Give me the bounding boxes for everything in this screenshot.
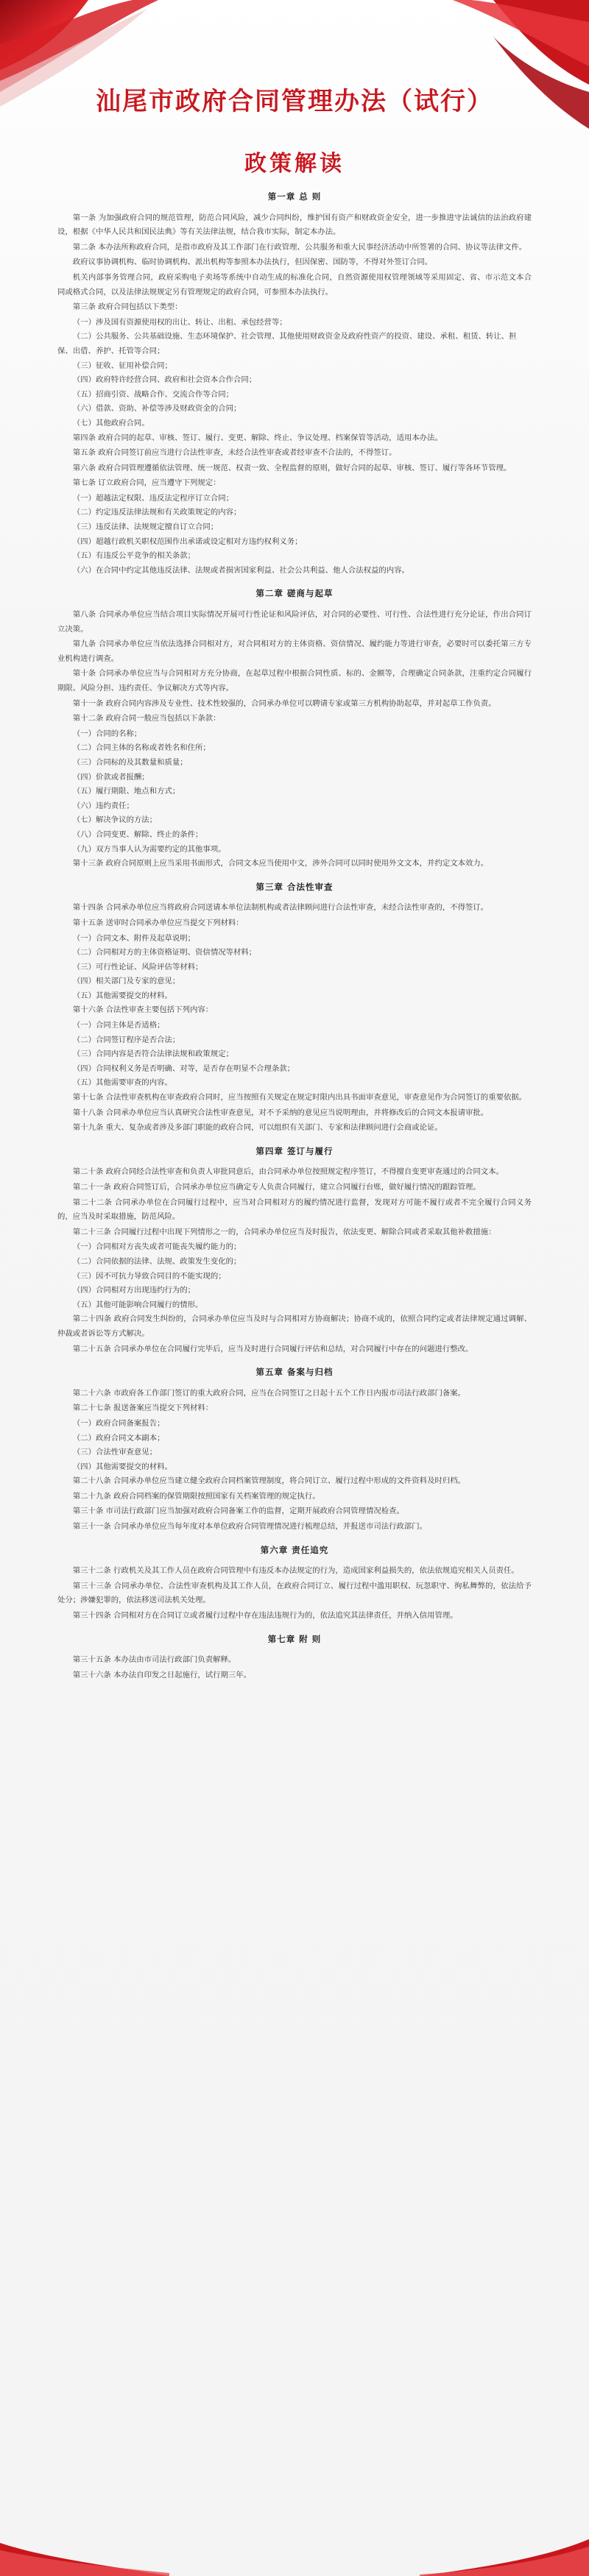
chapter-heading: 第六章 责任追究 <box>260 1544 329 1555</box>
list-item: （二）约定违反法律法规和有关政策规定的内容； <box>72 508 241 517</box>
list-item: （五）履行期限、地点和方式； <box>72 787 180 796</box>
list-item: （四）合同权利义务是否明确、对等，是否存在明显不合理条款； <box>72 1064 295 1073</box>
list-item: （三）违反法律、法规规定擅自订立合同； <box>72 523 219 532</box>
chapter-heading: 第三章 合法性审查 <box>255 881 334 892</box>
article: 第二十条 政府合同经合法性审查和负责人审批同意后，由合同承办单位按照规定程序签订，不得擅自变更审查通过的合同文本。 <box>72 1167 504 1177</box>
list-item: （二）政府合同文本副本； <box>72 1433 165 1443</box>
list-item: （五）其他需要提交的材料。 <box>72 991 172 1000</box>
decorative-ribbon-bottom-right <box>420 2524 589 2576</box>
list-item: （三）可行性论证、风险评估等材料； <box>72 962 203 972</box>
list-item: （五）有违反公平竞争的相关条款； <box>72 551 196 561</box>
article: 第十七条 合法性审查机构在审查政府合同时，应当按照有关规定在规定时限内出具书面审查意见，审查意见作为合同签订的重要依据。 <box>72 1093 527 1103</box>
list-item: （五）其他需要审查的内容。 <box>72 1078 172 1088</box>
article: 第五条 政府合同签订前应当进行合法性审查，未经合法性审查或者经审查不合法的，不得签订。 <box>72 448 397 458</box>
list-item: （一）合同文本、附件及起草说明； <box>72 933 196 943</box>
article: 第三十四条 合同相对方在合同订立或者履行过程中存在违法违规行为的，依法追究其法律责任，并纳入信用管理。 <box>72 1611 458 1621</box>
article: 第二十六条 市政府各工作部门签订的重大政府合同，应当在合同签订之日起十五个工作日内报市司法行政部门备案。 <box>72 1388 466 1398</box>
article: 第二十九条 政府合同档案的保管期限按照国家有关档案管理的规定执行。 <box>72 1491 320 1501</box>
list-item: （六）借款、资助、补偿等涉及财政资金的合同； <box>72 404 241 414</box>
decorative-ribbon-bottom-left <box>0 2524 169 2576</box>
list-item: （八）合同变更、解除、终止的条件； <box>72 829 203 839</box>
article: 第十一条 政府合同内容涉及专业性、技术性较强的，合同承办单位可以聘请专家或第三方机构协助起草，并对起草工作负责。 <box>72 698 496 708</box>
article: 第三十三条 合同承办单位、合法性审查机构及其工作人员，在政府合同订立、履行过程中滥用职权、玩忽职守、徇私舞弊的，依法给予处分；涉嫌犯罪的，依法移送司法机关处理。 <box>57 1581 532 1605</box>
article: 第十五条 送审时合同承办单位应当提交下列材料： <box>72 918 244 927</box>
list-item: （一）合同主体是否适格； <box>72 1021 165 1030</box>
article: 第十二条 政府合同一般应当包括以下条款： <box>72 714 221 723</box>
document-body <box>57 190 532 1683</box>
chapter-heading: 第四章 签订与履行 <box>255 1145 334 1156</box>
article: 第八条 合同承办单位应当结合项目实际情况开展可行性论证和风险评估，对合同的必要性、可行性、合法性进行充分论证，作出合同订立决策。 <box>57 610 532 634</box>
article: 第二十一条 政府合同签订后，合同承办单位应当确定专人负责合同履行，建立合同履行台账，做好履行情况的跟踪管理。 <box>72 1183 481 1192</box>
list-item: （七）解决争议的方法； <box>72 815 158 825</box>
chapter-heading: 第一章 总 则 <box>267 191 322 202</box>
article: 第十三条 政府合同原则上应当采用书面形式，合同文本应当使用中文，涉外合同可以同时使用外文文本，并约定文本效力。 <box>72 859 489 868</box>
list-item: （三）合同内容是否符合法律法规和政策规定； <box>72 1050 233 1059</box>
list-item: （四）其他需要提交的材料。 <box>72 1462 172 1471</box>
list-item: （二）合同相对方的主体资格证明、资信情况等材料； <box>72 948 257 958</box>
article: 第二十四条 政府合同发生纠纷的，合同承办单位应当及时与合同相对方协商解决；协商不成的，依照合同约定或者法律规定通过调解、仲裁或者诉讼等方式解决。 <box>57 1314 532 1338</box>
list-item: （三）征收、征用补偿合同； <box>72 361 172 370</box>
list-item: （一）合同相对方丧失或者可能丧失履约能力的； <box>72 1242 241 1252</box>
chapter-heading: 第五章 备案与归档 <box>255 1367 334 1378</box>
list-item: （一）超越法定权限、违反法定程序订立合同； <box>72 493 233 503</box>
chapter-heading: 第二章 磋商与起草 <box>255 588 334 599</box>
list-item: （一）政府合同备案报告； <box>72 1418 165 1428</box>
list-item: （四）合同相对方出现违约行为的； <box>72 1286 196 1295</box>
article: 第十条 合同承办单位应当与合同相对方充分协商，在起草过程中根据合同性质、标的、金额等，合理确定合同条款，注重约定合同履行期限、风险分担、违约责任、争议解决方式等内容。 <box>57 669 532 693</box>
list-item: （三）合法性审查意见； <box>72 1448 158 1457</box>
article: 第四条 政府合同的起草、审核、签订、履行、变更、解除、终止、争议处理、档案保管等活动，适用本办法。 <box>72 433 442 442</box>
article: 第二十三条 合同履行过程中出现下列情形之一的，合同承办单位应当及时报告，依法变更、解除合同或者采取其他补救措施： <box>72 1227 496 1236</box>
header <box>0 81 589 177</box>
article: 第十九条 重大、复杂或者涉及多部门职能的政府合同，可以组织有关部门、专家和法律顾问进行会商或论证。 <box>72 1123 442 1133</box>
article: 第十八条 合同承办单位应当认真研究合法性审查意见，对不予采纳的意见应当说明理由，并将修改后的合同文本报请审批。 <box>72 1108 489 1117</box>
article: 第二十七条 报送备案应当提交下列材料： <box>72 1404 214 1413</box>
article: 第十四条 合同承办单位应当将政府合同送请本单位法制机构或者法律顾问进行合法性审查，未经合法性审查的，不得签订。 <box>72 903 489 913</box>
list-item: （二）合同主体的名称或者姓名和住所； <box>72 743 211 753</box>
article: 第三条 政府合同包括以下类型： <box>72 302 183 312</box>
list-item: （五）招商引资、战略合作、交流合作等合同； <box>72 389 233 399</box>
article: 第三十条 市司法行政部门应当加强对政府合同备案工作的监督，定期开展政府合同管理情况检查。 <box>72 1507 404 1516</box>
list-item: （一）涉及国有资源使用权的出让、转让、出租、承包经营等； <box>72 317 287 327</box>
list-item: （四）价款或者报酬； <box>72 772 149 782</box>
article: 机关内部事务管理合同，政府采购电子卖场等系统中自动生成的标准化合同，自然资源使用权管理领域等采用固定、省、市示范文本合同或格式合同，以及法律法规规定另有管理规定的政府合同，可参照本办法执行。 <box>57 272 532 297</box>
list-item: （六）在合同中约定其他违反法律、法规或者损害国家利益、社会公共利益、他人合法权益的内容。 <box>72 565 409 575</box>
article: 第三十五条 本办法由市司法行政部门负责解释。 <box>72 1655 236 1665</box>
list-item: （二）合同依据的法律、法规、政策发生变化的； <box>72 1256 241 1266</box>
page-subtitle: 政策解读 <box>244 151 345 177</box>
list-item: （五）其他可能影响合同履行的情形。 <box>72 1300 203 1309</box>
article: 第一条 为加强政府合同的规范管理，防范合同风险，减少合同纠纷，维护国有资产和财政资金安全，进一步推进守法诚信的法治政府建设，根据《中华人民共和国民法典》等有关法律法规，结合我市实际，制定本办法。 <box>57 213 532 237</box>
list-item: （四）超越行政机关职权范围作出承诺或设定相对方违约权利义务； <box>72 537 303 546</box>
article: 第二十五条 合同承办单位在合同履行完毕后，应当及时进行合同履行评估和总结，对合同履行中存在的问题进行整改。 <box>72 1344 473 1354</box>
chapter-heading: 第七章 附 则 <box>267 1633 322 1644</box>
page-title: 汕尾市政府合同管理办法（试行） <box>96 87 493 116</box>
article: 政府议事协调机构、临时协调机构、派出机构等参照本办法执行，但因保密、国防等，不得对外签订合同。 <box>72 258 433 267</box>
article: 第九条 合同承办单位应当依法选择合同相对方，对合同相对方的主体资格、资信情况、履约能力等进行审查，必要时可以委托第三方专业机构进行调查。 <box>57 640 532 663</box>
list-item: （二）公共服务、公共基础设施、生态环境保护、社会管理、其他使用财政资金及政府性资产的投资、建设、承租、租赁、转让、担保、出借、养护、托管等合同； <box>57 332 517 355</box>
list-item: （三）合同标的及其数量和质量； <box>72 757 188 767</box>
article: 第三十六条 本办法自印发之日起施行，试行期三年。 <box>72 1670 252 1680</box>
list-item: （四）政府特许经营合同、政府和社会资本合作合同； <box>72 375 257 385</box>
list-item: （九）双方当事人认为需要约定的其他事项。 <box>72 844 226 854</box>
article: 第七条 订立政府合同，应当遵守下列规定： <box>72 478 221 488</box>
article: 第三十一条 合同承办单位应当每年度对本单位政府合同管理情况进行梳理总结，并报送市司法行政部门。 <box>72 1522 428 1532</box>
article: 第二十八条 合同承办单位应当建立健全政府合同档案管理制度，将合同订立、履行过程中形成的文件资料及时归档。 <box>72 1476 466 1486</box>
article: 第十六条 合法性审查主要包括下列内容： <box>72 1005 214 1015</box>
list-item: （三）因不可抗力导致合同目的不能实现的； <box>72 1271 226 1281</box>
article: 第二条 本办法所称政府合同，是指市政府及其工作部门在行政管理、公共服务和重大民事经济活动中所签署的合同、协议等法律文件。 <box>72 242 527 252</box>
list-item: （六）违约责任； <box>72 801 134 810</box>
list-item: （四）相关部门及专家的意见； <box>72 977 180 986</box>
article: 第六条 政府合同管理遵循依法管理、统一规范、权责一致、全程监督的原则，做好合同的起草、审核、签订、履行等各环节管理。 <box>72 463 512 473</box>
list-item: （二）合同签订程序是否合法； <box>72 1035 180 1044</box>
article: 第二十二条 合同承办单位在合同履行过程中，应当对合同相对方的履约情况进行监督，发现对方可能不履行或者不完全履行合同义务的，应当及时采取措施，防范风险。 <box>57 1197 532 1222</box>
list-item: （七）其他政府合同。 <box>72 418 149 428</box>
list-item: （一）合同的名称； <box>72 729 142 738</box>
article: 第三十二条 行政机关及其工作人员在政府合同管理中有违反本办法规定的行为，造成国家利益损失的，依法依规追究相关人员责任。 <box>72 1566 519 1576</box>
